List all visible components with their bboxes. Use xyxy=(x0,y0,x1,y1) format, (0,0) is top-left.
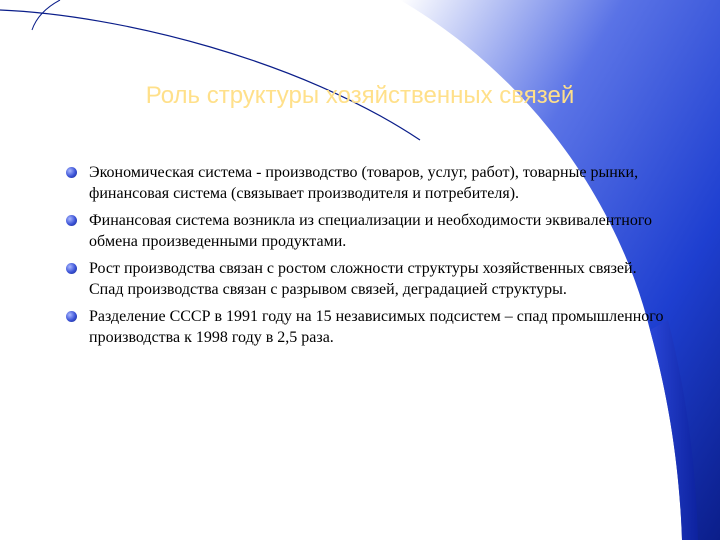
bullet-text: Экономическая система - производство (товаров, услуг, работ), товарные рынки, финансовая система (связывает производителя и потребителя). xyxy=(89,164,639,202)
round-bullet-icon xyxy=(66,215,77,226)
round-bullet-icon xyxy=(66,311,77,322)
list-item xyxy=(66,210,666,252)
slide-title: Роль структуры хозяйственных связей xyxy=(145,82,575,109)
round-bullet-icon xyxy=(66,263,77,274)
bullet-text: Рост производства связан с ростом сложности структуры хозяйственных связей. Спад производства связан с разрывом связей, деградацией структуры. xyxy=(89,260,637,298)
round-bullet-icon xyxy=(66,167,77,178)
decorative-curve-line xyxy=(0,10,420,140)
list-item xyxy=(66,258,666,300)
list-item xyxy=(66,306,666,348)
list-item xyxy=(66,162,666,204)
bullet-text: Финансовая система возникла из специализации и необходимости эквивалентного обмена произведенными продуктами. xyxy=(89,212,653,250)
bullet-text: Разделение СССР в 1991 году на 15 независимых подсистем – спад промышленного производства к 1998 году в 2,5 раза. xyxy=(89,308,664,346)
bullet-list xyxy=(66,162,666,354)
